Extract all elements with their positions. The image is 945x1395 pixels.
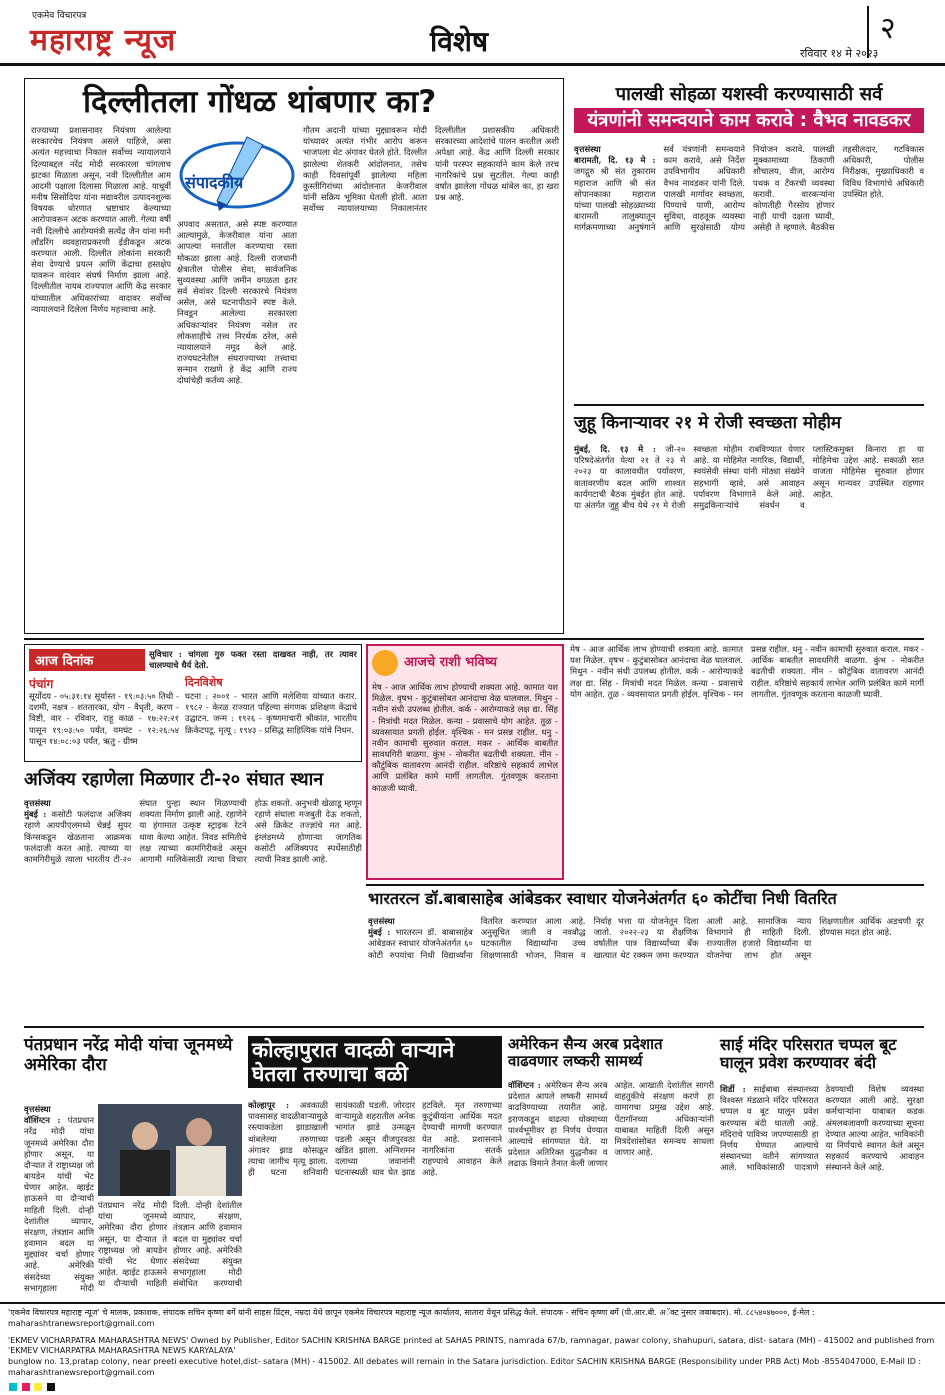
person-icon [132,1122,158,1150]
modi-text: पंतप्रधान नरेंद्र मोदी यांचा जूनमध्ये अमेरिका दौरा होणार असून, या दौऱ्यात ते राष्ट्राध्यक्ष जो बायडेन यांची भेट घेणार आहेत. व्हाईट हाऊसने या दौऱ्याची माहिती दिली. दोन्ही देशांतील व्यापार, संरक्षण, तंत्रज्ञान आणि हवामान बदल या मुद्द्यांवर चर्चा होणार आहे. अमेरिकी संसदेच्या संयुक्त सभागृहाला मोदी [24,1115,94,1293]
palkhi-dateline: बारामती, दि. १३ मे : [574,155,656,166]
rahane-article [24,766,362,920]
modi-body-continued: पंतप्रधान नरेंद्र मोदी यांचा जूनमध्ये अमेरिका दौरा होणार असून, या दौऱ्यात ते राष्ट्राध्यक्ष जो बायडेन यांची भेट घेणार आहेत. व्हाईट हाऊसने या दौऱ्याची माहिती दिली. दोन्ही देशांतील व्यापार, संरक्षण, तंत्रज्ञान आणि हवामान बदल या मुद्द्यांवर चर्चा होणार आहे. अमेरिकी संसदेच्या संयुक्त सभागृहाला मोदी संबोधित करण्याची [98,1200,242,1289]
us-army-body [508,1080,714,1294]
ambedkar-dateline: मुंबई : [368,927,391,938]
magenta-swatch-icon [22,1383,30,1391]
editorial-label: संपादकीय [185,173,244,192]
zodiac-wheel-icon [372,650,398,676]
juhu-body [574,444,924,632]
page-number: २ [880,11,896,46]
juhu-article [574,410,924,634]
editorial-emblem [177,131,297,213]
black-swatch-icon [47,1383,55,1391]
aaj-dinank-label: आज दिनांक [29,649,145,671]
suit-shape [120,1150,170,1196]
ambedkar-article [366,888,924,1020]
modi-article [24,1034,242,1296]
us-army-headline: अमेरिकन सैन्य अरब प्रदेशात वाढवणार लष्करी सामर्थ्य [508,1035,663,1071]
kolhapur-text: अवकाळी पावसासह वादळीवाऱ्यामुळे रस्त्याकडेला झाडाखाली थांबलेल्या तरुणाच्या अंगावर झाड कोसळून त्याचा जागीच मृत्यू झाला. ही घटना शनिवारी सायंकाळी घडली. जोरदार वाऱ्यामुळे शहरातील अनेक भागांत झाडे उन्मळून पडली असून वीजपुरवठा खंडित झाला. अग्निशमन दलाच्या जवानांनी घटनास्थळी धाव घेत झाड हटविले. मृत तरुणाच्या कुटुंबीयांना आर्थिक मदत देण्याची मागणी करण्यात येत आहे. प्रशासनाने नागरिकांना सतर्क राहण्याचे आवाहन केले आहे. [248,1100,502,1178]
kolhapur-dateline: कोल्हापूर : [248,1100,290,1110]
saibaba-dateline: शिर्डी : [720,1084,746,1094]
palkhi-article [574,78,924,402]
editorial-headline: दिल्लीतला गोंधळ थांबणार का? [83,84,437,120]
us-army-article [508,1034,714,1296]
masthead-tagline: एकमेव विचारपत्र [32,11,87,21]
imprint-line-english-2: bunglow no. 13,pratap colony, near preeti executive hotel,dist- satara (MH) - 415002. All debates will remain in the Satara jurisdiction. Editor SACHIN KRISHNA BARGE (Responsibility under PRB Act) Mob -8554047000, E-Mail ID : maharashtranewsreport@gmail.com [8,1357,922,1377]
dinvishesh-label: दिनविशेष [185,676,223,689]
us-army-dateline: वॉशिंग्टन : [508,1080,541,1090]
us-army-text: अमेरिकन सैन्य अरब प्रदेशात आपले लष्करी सामर्थ्य वाढविण्याच्या तयारीत आहे. इराणकडून वाढत्या धोक्याच्या पार्श्वभूमीवर हा निर्णय घेण्यात आल्याचे सांगण्यात येते. या प्रदेशात अतिरिक्त युद्धनौका व लढाऊ विमाने तैनात केली जाणार आहेत. आखाती देशांतील सागरी वाहतुकीचे संरक्षण करणे हा यामागचा प्रमुख उद्देश आहे. पेंटागॉनच्या अधिकाऱ्यांनी याबाबत माहिती दिली असून मित्रदेशांसोबत समन्वय साधला जाणार आहे. [508,1080,714,1169]
rashi-continued-text: मेष - आज आर्थिक लाभ होण्याची शक्यता आहे. कामात यश मिळेल. वृषभ - कुटुंबासोबत आनंदाचा वेळ घालवाल. मिथुन - नवीन संधी उपलब्ध होतील. कर्क - आरोग्याकडे लक्ष द्या. सिंह - मित्रांची मदत मिळेल. कन्या - प्रवासाचे योग आहेत. तुळ - व्यवसायात प्रगती होईल. वृश्चिक - मन प्रसन्न राहील. धनु - नवीन कामाची सुरुवात कराल. मकर - आर्थिक बाबतीत सावधगिरी बाळगा. कुंभ - नोकरीत बढतीची शक्यता. मीन - कौटुंबिक वातावरण आनंदी राहील. वरिष्ठांचे सहकार्य लाभेल आणि प्रलंबित कामे मार्गी लागतील. गुंतवणूक करताना काळजी घ्यावी. [570,644,924,699]
modi-byline: वृत्तसंस्था [24,1104,51,1114]
color-registration-strip [8,1383,937,1395]
modi-headline: पंतप्रधान नरेंद्र मोदी यांचा जूनमध्ये अमेरिका दौरा [24,1035,233,1075]
palkhi-text: जगद्गुरु श्री संत तुकाराम महाराज आणि श्री संत सोपानकाका महाराज यांच्या पालखी सोहळ्याच्या बारामती तालुक्यातून मार्गक्रमणाच्या अनुषंगाने सर्व यंत्रणांनी समन्वयाने काम करावे, असे निर्देश उपविभागीय अधिकारी वैभव नावडकर यांनी दिले. पालखी मार्गावर स्वच्छता, पिण्याचे पाणी, आरोग्य सुविधा, वाहतूक व्यवस्था आणि सुरक्षेसाठी योग्य नियोजन करावे. पालखी मुक्कामाच्या ठिकाणी शौचालय, वीज, आरोग्य पथक व टँकरची व्यवस्था करावी. वारकऱ्यांना कोणतीही गैरसोय होणार नाही याची दक्षता घ्यावी, असेही ते म्हणाले. बैठकीस तहसीलदार, गटविकास अधिकारी, पोलीस निरीक्षक, मुख्याधिकारी व विविध विभागांचे अधिकारी उपस्थित होते. [574,144,924,233]
masthead-logo: महाराष्ट्र न्यूज [30,23,177,58]
editorial-column-2: अपवाद असतात, असे स्पष्ट करण्यात आल्यामुळे, केजरीवाल यांना आता आपल्या मनातील करण्याचा रस्ता मोकळा झाला आहे. दिल्ली राजधानी क्षेत्रातील पोलीस सेवा, सार्वजनिक सुव्यवस्था आणि जमीन वगळता इतर सर्व सेवांवर दिल्ली सरकारचे नियंत्रण असेल, असे घटनापीठाने स्पष्ट केले. निवडून आलेल्या सरकारला अधिकाऱ्यांवर नियंत्रण नसेल तर लोकशाहीचे तत्त्व निरर्थक ठरेल, असे न्यायालयाने नमूद केले आहे. राज्यघटनेतील संघराज्याच्या तत्त्वाचा सन्मान राखणे हे केंद्र आणि राज्य दोघांचेही कर्तव्य आहे. [177,219,297,386]
palkhi-body [574,144,924,400]
masthead-bar [0,0,945,66]
person-icon [186,1118,212,1146]
palkhi-headline-line-1: पालखी सोहळा यशस्वी करण्यासाठी सर्व [615,84,883,105]
divider [366,884,924,886]
rahane-body [24,798,362,918]
rashi-text: मेष - आज आर्थिक लाभ होण्याची शक्यता आहे. कामात यश मिळेल. वृषभ - कुटुंबासोबत आनंदाचा वेळ घालवाल. मिथुन - नवीन संधी उपलब्ध होतील. कर्क - आरोग्याकडे लक्ष द्या. सिंह - मित्रांची मदत मिळेल. कन्या - प्रवासाचे योग आहेत. तुळ - व्यवसायात प्रगती होईल. वृश्चिक - मन प्रसन्न राहील. धनु - नवीन कामाची सुरुवात कराल. मकर - आर्थिक बाबतीत सावधगिरी बाळगा. कुंभ - नोकरीत बढतीची शक्यता. मीन - कौटुंबिक वातावरण आनंदी राहील. वरिष्ठांचे सहकार्य लाभेल आणि प्रलंबित कामे मार्गी लागतील. गुंतवणूक करताना काळजी घ्यावी. [372,682,558,793]
ambedkar-byline: वृत्तसंस्था [368,916,395,926]
saibaba-body [720,1084,924,1294]
panchang-label: पंचांग [29,677,54,691]
juhu-text: जी-२० परिषदेअंतर्गत येत्या २१ ते २३ मे २०२३ या कालावधीत पर्यावरण, वातावरणीय बदल आणि शाश्वत कार्यगटाची बैठक मुंबईत होत आहे. या अंतर्गत जुहू बीच येथे २१ मे रोजी स्वच्छता मोहीम राबविण्यात येणार आहे. या मोहिमेत नागरिक, विद्यार्थी, स्वयंसेवी संस्था यांनी मोठ्या संख्येने सहभागी व्हावे, असे आवाहन पर्यावरण विभागाने केले आहे. समुद्रकिनाऱ्यांचे संवर्धन व प्लास्टिकमुक्त किनारा हा या मोहिमेचा उद्देश आहे. सकाळी सात वाजता मोहिमेस सुरुवात होणार असून मान्यवर उपस्थित राहणार आहेत. [574,444,924,510]
saibaba-headline: साई मंदिर परिसरात चप्पल बूट घालून प्रवेश करण्यावर बंदी [720,1035,897,1073]
ambedkar-body [368,916,924,1018]
dinvishesh-text: घटना : २००१ - भारत आणि मलेशिया यांच्यात करार. १९८२ - केरळ राज्यात पहिल्या संगणक प्रशिक्षण केंद्राचे उद्घाटन. जन्म : १९२६ - कृष्णमाचारी श्रीकांत, भारतीय क्रिकेटपटू. मृत्यू : १९४३ - प्रसिद्ध साहित्यिक यांचे निधन. [185,691,357,735]
rashi-headline: आजचे राशी भविष्य [404,655,498,670]
editorial-column-1: राज्याच्या प्रशासनावर नियंत्रण आलेल्या सरकारचेच नियंत्रण असले पाहिजे, असा अत्यंत महत्त्वाचा निकाल सर्वोच्च न्यायालयाने दिल्याबद्दल नरेंद्र मोदी सरकारला चांगलाच झटका मिळाला असून, नवी दिल्लीतील आम आदमी पक्षाला दिलासा मिळाला आहे. याचूर्वी मनीष सिसोदिया यांना मद्यावरील उत्पादनशुल्क विषयक धोरणात भ्रष्टाचार केल्याच्या आरोपावरून अटक करण्यात आली. गेल्या वर्षी नवी दिल्लीचे आरोग्यमंत्री सत्येंद्र जैन यांना मनी लाँडरिंग व्यवहाराप्रकरणी ईडीकडून अटक करण्यात आली. दिल्लीत लोकांना सरकारी सेवा देण्याचे प्रयत्न आणि केंद्राचा हस्तक्षेप यावरून वारंवार संघर्ष निर्माण झाला आहे. दिल्लीतील नायब राज्यपाल आणि केंद्र सरकार यांच्यातील अधिकारांच्या वादावर सर्वोच्च न्यायालयाने दिलेला निर्णय महत्त्वाचा आहे. [31,125,171,314]
imprint-line-english-1: 'EKMEV VICHARPATRA MAHARASHTRA NEWS' Owned by Publisher, Editor SACHIN KRISHNA BARGE printed at SAHAS PRINTS, namrada 67/b, ramnagar, pawar colony, shahupuri, satara, dist- satara (MH) - 415002 and published from 'EKMEV VICHARPATRA MAHARASHTRA NEWS KARYALAYA' [8,1335,935,1356]
kolhapur-article [248,1034,502,1296]
editorial-article [24,78,564,634]
saibaba-text: साईबाबा संस्थानच्या विश्वस्त मंडळाने मंदिर परिसरात चप्पल व बूट घालून प्रवेश करण्यास बंदी घातली आहे. मंदिराचे पावित्र्य जपण्यासाठी हा निर्णय घेण्यात आल्याचे संस्थानच्या वतीने सांगण्यात आले. भाविकांसाठी पादत्राणे ठेवण्याची विशेष व्यवस्था करण्यात आली आहे. सुरक्षा कर्मचाऱ्यांना याबाबत कडक अंमलबजावणी करण्याच्या सूचना देण्यात आल्या आहेत. भाविकांनी या निर्णयाचे स्वागत केले असून सहकार्य करण्याचे आवाहन संस्थानने केले आहे. [720,1084,924,1173]
suvichar-text: सुविचार : चांगला गुरु फक्त रस्ता दाखवत नाही, तर त्यावर चालण्याचे धैर्य देतो. [149,649,357,671]
modi-body [24,1104,94,1294]
panchang-text: सूर्योदय - ०५:३१:१४ सूर्यास्त - १९:०३:५० तिथी - दशमी, नक्षत्र - शततारका, योग - वैधृती, करण - विष्टी, वार - रविवार, राहू काळ - १७:२२:२१ पासून १९:०३:५० पर्यंत, यमघंट - १२:२६:५४ पासून १४:०८:०३ पर्यंत, ऋतु - ग्रीष्म [29,691,179,746]
rahane-dateline: मुंबई : [24,809,47,820]
issue-date: रविवार १४ मे २०२३ [800,47,879,60]
ambedkar-headline: भारतरत्न डॉ.बाबासाहेब आंबेडकर स्वाधार योजनेअंतर्गत ६० कोटींचा निधी वितरित [368,889,837,908]
rahane-text: कसोटी फलंदाज अजिंक्य रहाणे आयपीएलमध्ये चेन्नई सुपर किंग्सकडून खेळताना आक्रमक फलंदाजी करत आहे. त्याच्या या कामगिरीमुळे त्याला भारतीय टी-२० संघात पुन्हा स्थान मिळण्याची शक्यता निर्माण झाली आहे. रहाणेने या हंगामात उत्कृष्ट स्ट्राइक रेटने धावा केल्या आहेत. निवड समितीचे लक्ष त्याच्या कामगिरीकडे असून आगामी मालिकेसाठी त्याचा विचार होऊ शकतो. अनुभवी खेळाडू म्हणून रहाणे संघाला मजबुती देऊ शकतो, असे क्रिकेट तज्ज्ञांचे मत आहे. इंग्लंडमध्ये होणाऱ्या जागतिक कसोटी अजिंक्यपद स्पर्धेसाठीही त्याची निवड झाली आहे. [24,798,362,864]
editorial-column-3: गौतम अदानी यांच्या मुद्द्यावरून मोदी यांच्यावर अत्यंत गंभीर आरोप करून भाजपला थेट अंगावर घेतले होते. दिल्लीत झालेल्या शेतकरी आंदोलनात, तसेच काही दिवसांपूर्वी झालेल्या महिला कुस्तीगिरांच्या आंदोलनात केजरीवाल यांनी सक्रिय भूमिका घेतली होती. आता सर्वोच्च न्यायालयाच्या निकालानंतर दिल्लीतील प्रशासकीय अधिकारी सरकारच्या आदेशांचे पालन करतील अशी अपेक्षा आहे. केंद्र आणि दिल्ली सरकार यांनी परस्पर सहकार्याने काम केले तरच नागरिकांचे प्रश्न सुटतील. गेल्या काही वर्षांत झालेला गोंधळ थांबेल का, हा खरा प्रश्न आहे. [303,125,559,214]
ambedkar-text: भारतरत्न डॉ. बाबासाहेब आंबेडकर स्वाधार योजनेअंतर्गत ६० कोटी रुपयांचा निधी विद्यार्थ्यांना वितरित करण्यात आला आहे. अनुसूचित जाती व नवबौद्ध घटकातील विद्यार्थ्यांना उच्च शिक्षणासाठी भोजन, निवास व निर्वाह भत्ता या योजनेतून दिला जातो. २०२२-२३ या शैक्षणिक वर्षातील पात्र विद्यार्थ्यांच्या बँक खात्यात थेट रक्कम जमा करण्यात आली आहे. सामाजिक न्याय विभागाने ही माहिती दिली. राज्यातील हजारो विद्यार्थ्यांना या योजनेचा लाभ होत असून शिक्षणातील आर्थिक अडचणी दूर होण्यास मदत होत आहे. [368,916,924,960]
juhu-headline: जुहू किनाऱ्यावर २१ मे रोजी स्वच्छता मोहीम [574,413,842,433]
section-title: विशेष [430,25,489,58]
palkhi-byline: वृत्तसंस्था [574,144,601,154]
divider [24,1026,924,1028]
kolhapur-headline: कोल्हापुरात वादळी वाऱ्याने घेतला तरुणाचा बळी [248,1036,502,1088]
kurta-shape [176,1146,226,1196]
saibaba-article [720,1034,924,1296]
kolhapur-body [248,1100,502,1294]
juhu-dateline: मुंबई, दि. १३ मे : [574,444,656,454]
rahane-headline: अजिंक्य रहाणेला मिळणार टी-२० संघात स्थान [24,769,324,790]
cyan-swatch-icon [9,1383,17,1391]
divider [24,638,924,640]
yellow-swatch-icon [34,1383,42,1391]
imprint-line-marathi: 'एकमेव विचारपत्र महाराष्ट्र न्यूज' चे मालक, प्रकाशक, संपादक सचिन कृष्णा बर्गे यांनी साहस प्रिंट्स, नम्रदा येथे छापून एकमेव विचारपत्र महाराष्ट्र न्यूज कार्यालय, सातारा येथून प्रसिद्ध केले. संपादक - सचिन कृष्णा बर्गे (पी.आर.बी. अॅक्ट नुसार जबाबदार). मो. ८८५४०४७०००, ई-मेल : maharashtranewsreport@gmail.com [8,1308,815,1328]
divider [574,404,924,406]
aaj-dinank-box [24,644,362,762]
rahane-byline: वृत्तसंस्था [24,798,51,808]
modi-biden-photo [98,1104,242,1196]
imprint-footer [0,1302,945,1381]
rashi-box [366,644,564,880]
palkhi-headline-line-2: यंत्रणांनी समन्वयाने काम करावे : वैभव नावडकर [574,108,924,133]
modi-dateline: वॉशिंग्टन : [24,1115,61,1126]
